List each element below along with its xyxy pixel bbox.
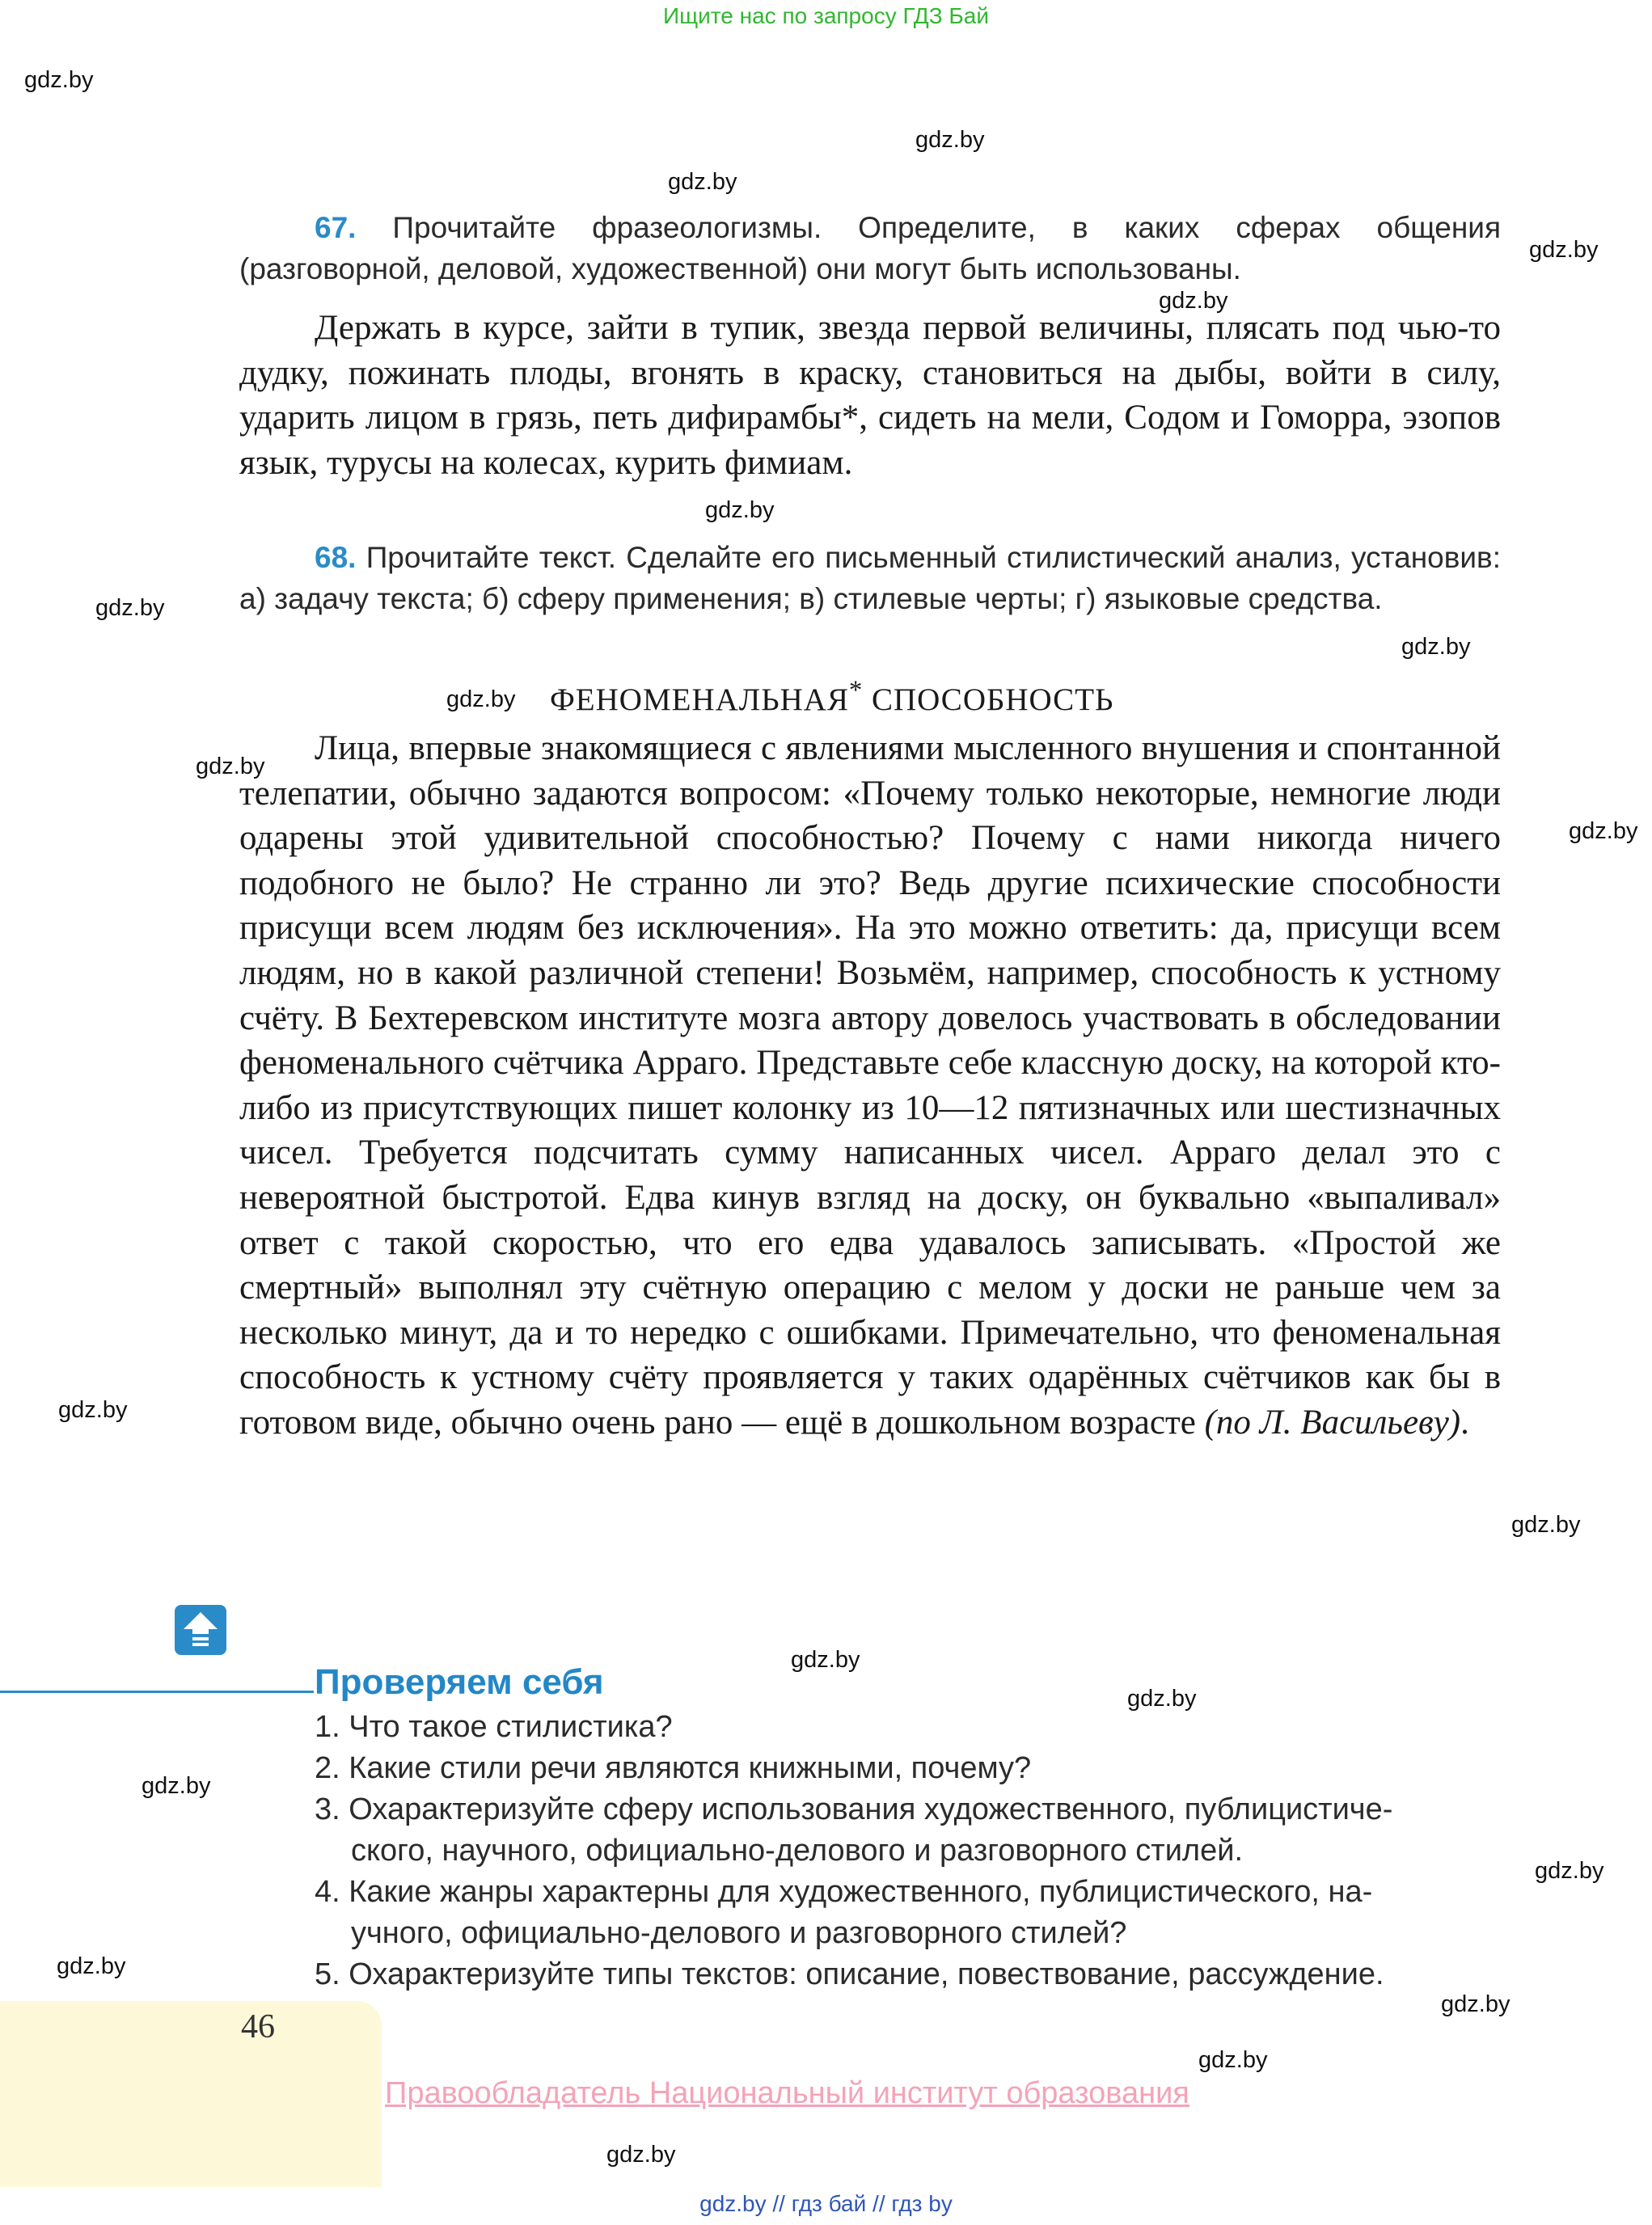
exercise-task-text: Прочитайте фразеологизмы. Определите, в каких сферах общения (разговорной, деловой, художественной) они могут быть использованы. xyxy=(239,211,1502,285)
heading-part: СПОСОБНОСТЬ xyxy=(863,682,1114,717)
watermark: gdz.by xyxy=(446,686,516,712)
question-line: ского, научного, официально-делового и разговорного стилей. xyxy=(351,1834,1244,1868)
watermark: gdz.by xyxy=(196,754,265,779)
exercise-68-text xyxy=(239,726,1501,1446)
question-line: учного, официально-делового и разговорного стилей? xyxy=(351,1916,1127,1950)
watermark: gdz.by xyxy=(1198,2047,1268,2073)
watermark: gdz.by xyxy=(142,1773,211,1799)
watermark: gdz.by xyxy=(1535,1858,1604,1884)
self-check-title: Проверяем себя xyxy=(315,1662,604,1702)
watermark: gdz.by xyxy=(1159,288,1228,314)
exercise-68 xyxy=(239,537,1501,619)
top-banner: Ищите нас по запросу ГДЗ Бай xyxy=(662,3,990,28)
watermark: gdz.by xyxy=(24,67,94,93)
watermark: gdz.by xyxy=(58,1397,128,1423)
watermark: gdz.by xyxy=(791,1647,860,1673)
watermark: gdz.by xyxy=(606,2142,676,2168)
section-divider xyxy=(0,1691,314,1693)
end-punct: . xyxy=(1460,1403,1469,1442)
question-line: 4. Какие жанры характерны для художественного, публицистического, на- xyxy=(315,1875,1373,1909)
text-heading xyxy=(550,676,1113,718)
question-line: 5. Охарактеризуйте типы текстов: описание, повествование, рассуждение. xyxy=(315,1957,1384,1991)
watermark: gdz.by xyxy=(668,169,737,195)
watermark: gdz.by xyxy=(1401,634,1471,660)
exercise-task-text: Прочитайте текст. Сделайте его письменный стилистический анализ, установив: а) задачу текста; б) сферу применения; в) стилевые черты; г) языковые средства. xyxy=(239,541,1501,615)
page-number: 46 xyxy=(241,2008,275,2046)
watermark: gdz.by xyxy=(1127,1686,1197,1712)
exercise-68-text-block xyxy=(239,726,1501,1446)
watermark: gdz.by xyxy=(1511,1512,1581,1538)
footer-links[interactable]: gdz.by // гдз бай // гдз by xyxy=(699,2191,953,2216)
upload-icon xyxy=(175,1605,226,1655)
watermark: gdz.by xyxy=(57,1953,126,1979)
watermark: gdz.by xyxy=(1441,1991,1510,2017)
exercise-number: 68. xyxy=(315,541,357,574)
author-attribution: (по Л. Васильеву) xyxy=(1204,1403,1461,1442)
copyright-link[interactable]: Правообладатель Национальный институт образования xyxy=(385,2076,1189,2110)
exercise-67-task xyxy=(239,207,1501,289)
watermark: gdz.by xyxy=(915,127,985,153)
exercise-number: 67. xyxy=(315,211,357,244)
heading-part: ФЕНОМЕНАЛЬНАЯ xyxy=(550,682,849,717)
watermark: gdz.by xyxy=(1569,818,1638,844)
exercise-67-text: Держать в курсе, зайти в тупик, звезда первой величины, плясать под чью-то дудку, пожинать плоды, вгонять в краску, становиться на дыбы, войти в силу, ударить лицом в грязь, петь дифирамбы*, сидеть на мели, Содом и Гоморра, эзопов язык, турусы на колесах, курить фимиам. xyxy=(239,309,1501,482)
page-number-box xyxy=(0,2001,382,2187)
watermark: gdz.by xyxy=(1529,237,1599,263)
question-line: 1. Что такое стилистика? xyxy=(315,1710,673,1744)
exercise-67 xyxy=(239,207,1501,485)
watermark: gdz.by xyxy=(95,595,165,621)
watermark: gdz.by xyxy=(705,497,775,523)
heading-footnote-mark: * xyxy=(848,676,864,705)
exercise-68-task xyxy=(239,537,1501,619)
body-text: Лица, впервые знакомящиеся с явлениями мысленного внушения и спонтанной телепатии, обычно задаются вопросом: «Почему только некоторые, немногие люди одарены этой удивительной способностью? Почему с нами никогда ничего подобного не было? Не странно ли это? Ведь другие психические способности присущи всем людям без исключения». На это можно ответить: да, присущи всем людям, но в какой различной степени! Возьмём, например, способность к устному счёту. В Бехтеревском институте мозга автору довелось участвовать в обследовании феноменального счётчика Арраго. Представьте себе классную доску, на которой кто-либо из присутствующих пишет колонку из 10—12 пятизначных или шестизначных чисел. Требуется подсчитать сумму написанных чисел. Арраго делал это с невероятной быстротой. Едва кинув взгляд на доску, он буквально «выпаливал» ответ с такой скоростью, что его едва удавалось записывать. «Простой же смертный» выполнял эту счётную операцию с мелом у доски не раньше чем за несколько минут, да и то нередко с ошибками. Примечательно, что феноменальная способность к устному счёту проявляется у таких одарённых счётчиков как бы в готовом виде, обычно очень рано — ещё в дошкольном возрасте xyxy=(239,729,1501,1442)
question-line: 3. Охарактеризуйте сферу использования художественного, публицистиче- xyxy=(315,1792,1393,1826)
question-line: 2. Какие стили речи являются книжными, почему? xyxy=(315,1751,1032,1785)
